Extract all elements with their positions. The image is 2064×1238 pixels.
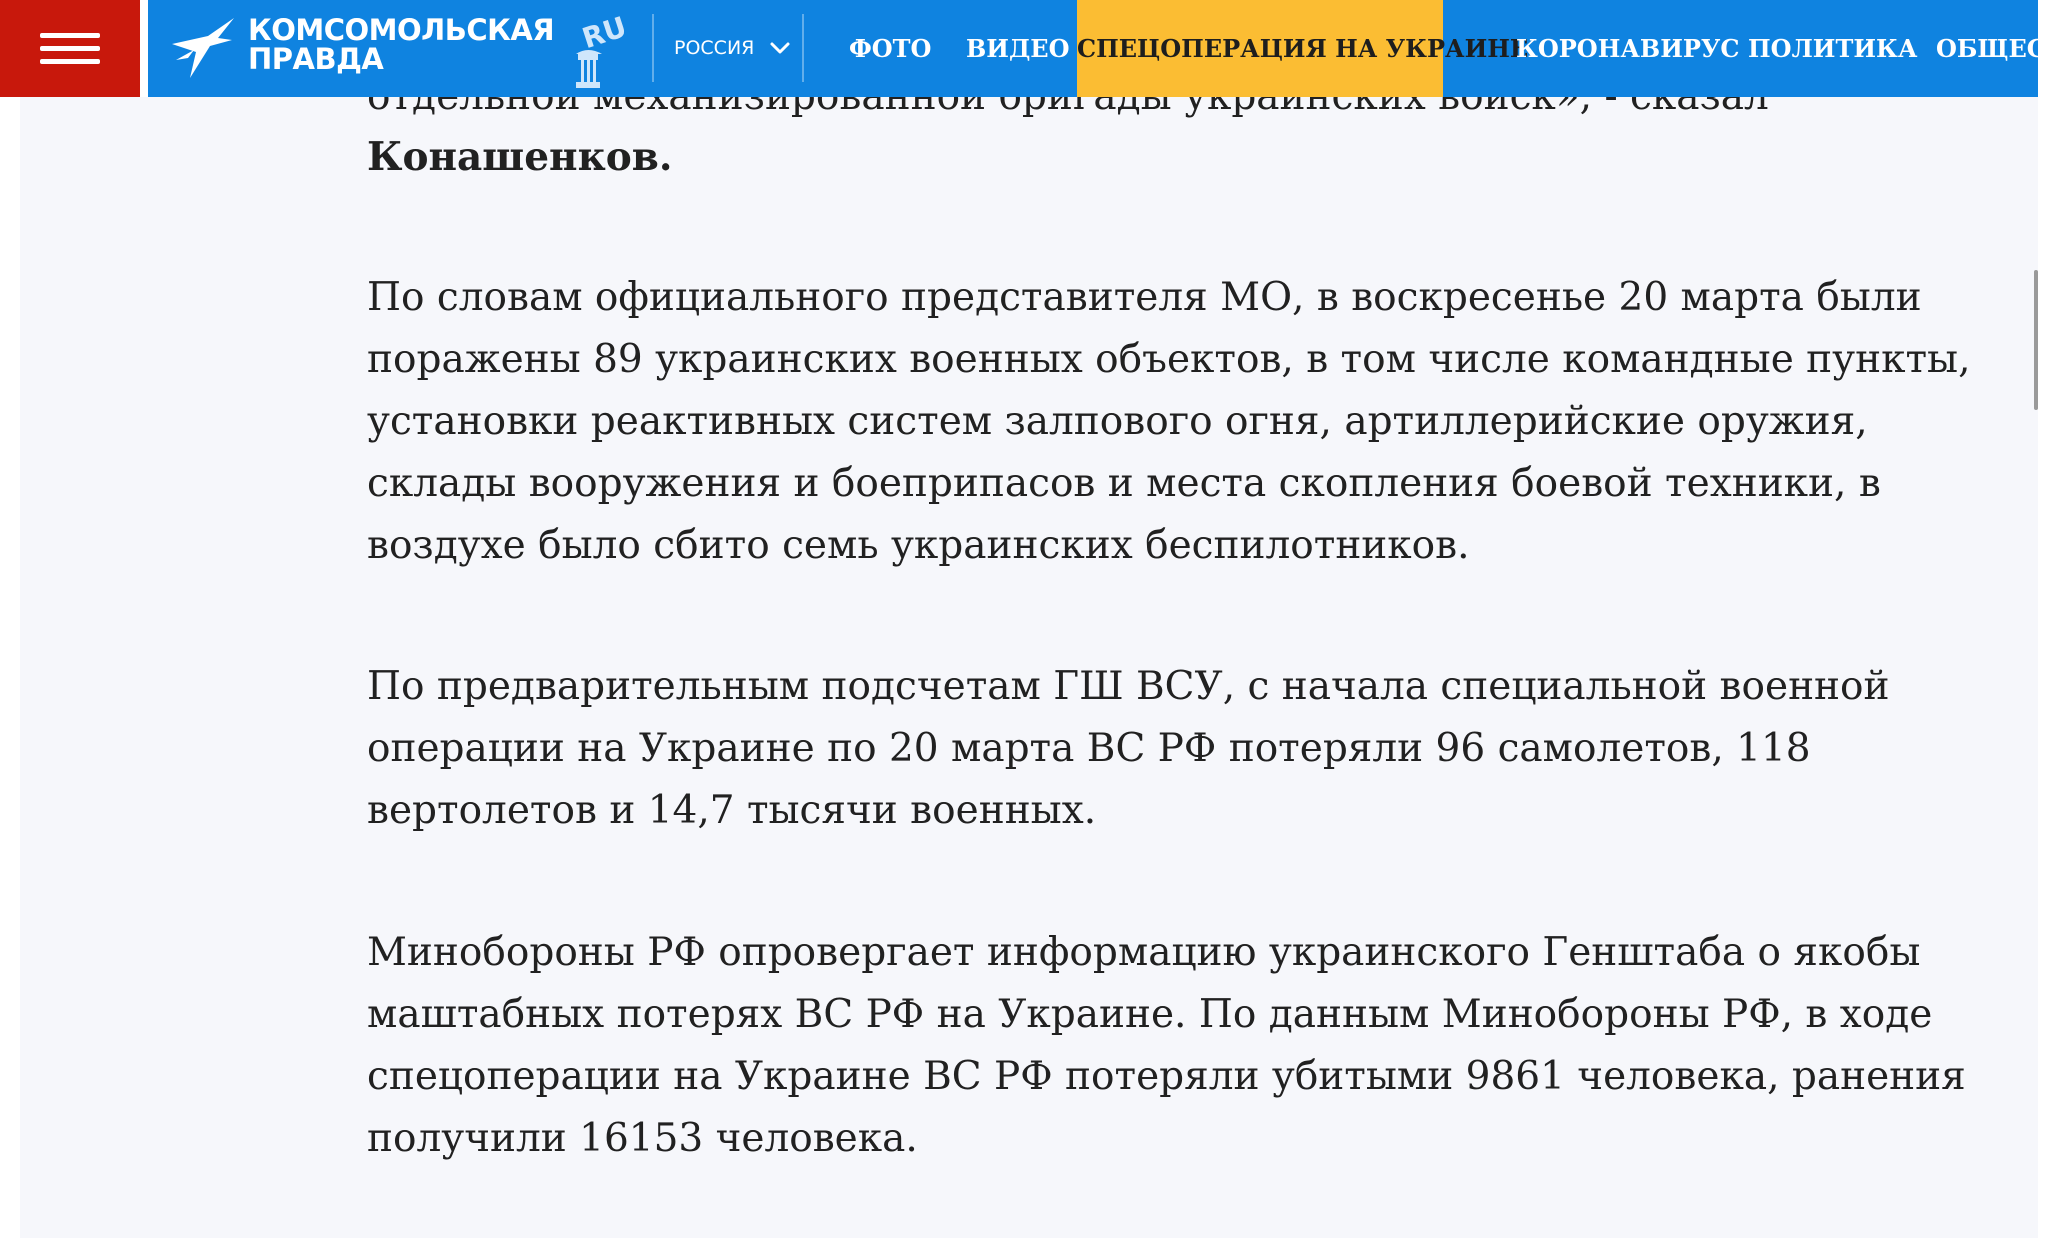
paragraph-line: поражены 89 украинских военных объектов, в том числе командные пункты, xyxy=(367,337,1971,382)
nav-item-photo[interactable]: ФОТО xyxy=(849,34,932,63)
logo-wordmark xyxy=(248,13,555,76)
article-paragraph xyxy=(367,267,1971,577)
nav-item-special-operation[interactable]: СПЕЦОПЕРАЦИЯ НА УКРАИНЕ xyxy=(1077,0,1443,97)
paragraph-line: По словам официального представителя МО, в воскресенье 20 марта были xyxy=(367,275,1922,320)
logo-line-2: ПРАВДА xyxy=(248,42,384,76)
paragraph-line: Минобороны РФ опровергает информацию украинского Генштаба о якобы xyxy=(367,930,1921,975)
nav-item-video[interactable]: ВИДЕО xyxy=(966,34,1070,63)
article-author-name: Конашенков. xyxy=(367,134,673,180)
paragraph-line: маштабных потерях ВС РФ на Украине. По данным Минобороны РФ, в ходе xyxy=(367,992,1933,1037)
region-selector[interactable] xyxy=(674,28,754,68)
nav-divider xyxy=(802,14,804,82)
article-paragraph xyxy=(367,656,1890,842)
logo-line-1: КОМСОМОЛЬСКАЯ xyxy=(248,13,555,47)
paragraph-line: операции на Украине по 20 марта ВС РФ потеряли 96 самолетов, 118 xyxy=(367,726,1811,771)
logo-ru-column-icon xyxy=(562,10,631,92)
header-spacer xyxy=(140,0,148,97)
site-header xyxy=(0,0,2064,97)
region-label: РОССИЯ xyxy=(674,37,755,59)
paragraph-line: склады вооружения и боеприпасов и места скопления боевой техники, в xyxy=(367,461,1881,506)
paragraph-line: вертолетов и 14,7 тысячи военных. xyxy=(367,788,1097,833)
nav-item-society[interactable]: ОБЩЕСТ xyxy=(1936,34,2064,63)
nav-divider xyxy=(652,14,654,82)
paragraph-line: установки реактивных систем залпового огня, артиллерийские оружия, xyxy=(367,399,1868,444)
swallow-bird-icon xyxy=(168,14,238,84)
paragraph-line: получили 16153 человека. xyxy=(367,1116,918,1161)
logo-ru-text: RU xyxy=(578,10,631,56)
paragraph-line: спецоперации на Украине ВС РФ потеряли убитыми 9861 человека, ранения xyxy=(367,1054,1966,1099)
article-paragraph xyxy=(367,922,1966,1170)
nav-item-politics[interactable]: ПОЛИТИКА xyxy=(1748,34,1918,63)
paragraph-line: По предварительным подсчетам ГШ ВСУ, с начала специальной военной xyxy=(367,664,1890,709)
scrollbar-thumb[interactable] xyxy=(2034,270,2038,410)
menu-button[interactable] xyxy=(0,0,140,97)
chevron-down-icon xyxy=(764,28,796,68)
paragraph-line: воздухе было сбито семь украинских беспилотников. xyxy=(367,523,1470,568)
site-logo[interactable] xyxy=(168,10,631,90)
nav-item-coronavirus[interactable]: КОРОНАВИРУС xyxy=(1516,34,1740,63)
